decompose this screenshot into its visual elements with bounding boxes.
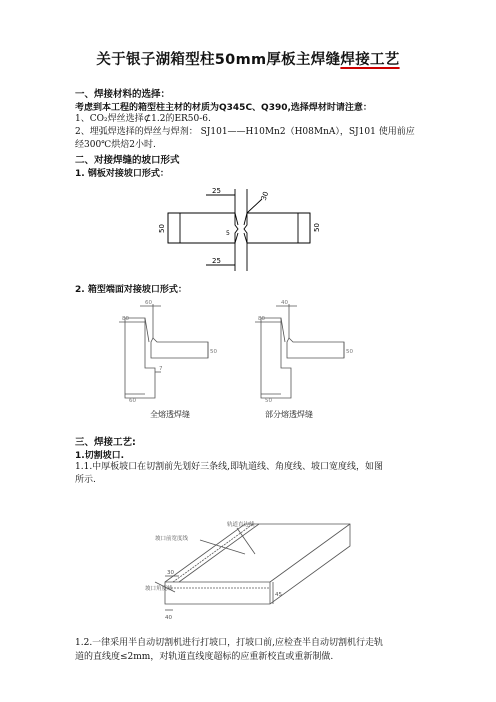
fig2-left-dim-top: 60 bbox=[145, 300, 152, 306]
section1-item2-line2: 经300℃烘焙2小时. bbox=[75, 140, 156, 150]
section3-p2-line2: 道的直线度≤2mm，对轨道直线度超标的应重新校直或重新制做. bbox=[75, 652, 334, 662]
box-column-joint-figure bbox=[115, 298, 355, 410]
section2-sub2: 2. 箱型端面对接坡口形式： bbox=[75, 285, 187, 295]
caption-full-penetration: 全熔透焊缝 bbox=[150, 410, 190, 419]
section1-item1: 1、CO₂焊丝选择⊄1.2的ER50-6. bbox=[75, 114, 211, 124]
fig2-right-dim-side: 80 bbox=[258, 316, 265, 322]
fig1-dim-bottom: 25 bbox=[212, 257, 221, 265]
fig3-dim-top: 30 bbox=[167, 570, 174, 576]
left-plate bbox=[168, 213, 238, 243]
title-underlined: 焊接工艺 bbox=[340, 52, 400, 68]
fig1-root: 5 bbox=[226, 230, 230, 237]
section3-p1-line1: 1.1.中厚板坡口在切割前先划好三条线,即轨道线、角度线、坡口宽度线，如图 bbox=[75, 462, 384, 472]
fig2-right-dim-top: 40 bbox=[281, 300, 288, 306]
fig2-right-dim-right: 50 bbox=[346, 349, 353, 355]
right-plate bbox=[244, 213, 310, 243]
fig2-left-dim-right: 50 bbox=[210, 349, 217, 355]
section2-sub1: 1. 钢板对接坡口形式： bbox=[75, 169, 169, 179]
section1-heading: 一、焊接材料的选择： bbox=[75, 89, 171, 100]
partial-penetration-detail bbox=[255, 304, 344, 398]
section3-p2-line1: 1.2.一律采用半自动切割机进行打坡口，打坡口前,应检查半自动切割机行走轨 bbox=[75, 638, 384, 648]
fig1-dim-left: 50 bbox=[158, 224, 166, 233]
fig3-dim-right: 45 bbox=[275, 592, 282, 598]
label-angle-line: 坡口角度线 bbox=[145, 586, 173, 592]
fig1-angle: 30 bbox=[259, 190, 271, 202]
section3-sub1: 1.切割坡口. bbox=[75, 451, 125, 461]
label-width-line: 坡口前宽度线 bbox=[155, 536, 189, 542]
page-title bbox=[0, 48, 496, 69]
section3-p1-line2: 所示. bbox=[75, 475, 96, 485]
section2-heading: 二、对接焊缝的坡口形式 bbox=[75, 155, 180, 166]
fig2-left-gap: 7 bbox=[159, 366, 163, 372]
section1-item2-line1: 2、埋弧焊选择的焊丝与焊剂： SJ101——H10Mn2（H08MnA），SJ101 使用前应 bbox=[75, 127, 415, 137]
section3-heading: 三、焊接工艺: bbox=[75, 437, 136, 448]
title-main: 关于银子湖箱型柱50mm厚板主焊缝 bbox=[96, 52, 341, 68]
fig2-left-dim-side: 80 bbox=[122, 316, 129, 322]
section1-note: 考虑到本工程的箱型柱主材的材质为Q345C、Q390,选择焊材时请注意： bbox=[75, 103, 372, 113]
full-penetration-detail bbox=[119, 304, 208, 398]
label-track-line: 轨道直边线 bbox=[227, 522, 255, 528]
fig1-dim-top: 25 bbox=[212, 187, 221, 195]
fig2-left-dim-bottom: 60 bbox=[129, 398, 136, 404]
fig1-dim-right: 50 bbox=[313, 223, 321, 232]
fig3-dim-bottom: 40 bbox=[165, 615, 172, 621]
fig2-right-dim-bottom: 50 bbox=[265, 398, 272, 404]
plate-butt-joint-figure bbox=[150, 185, 330, 275]
caption-partial-penetration: 部分熔透焊缝 bbox=[265, 410, 313, 419]
plate-marking-figure bbox=[145, 514, 360, 624]
